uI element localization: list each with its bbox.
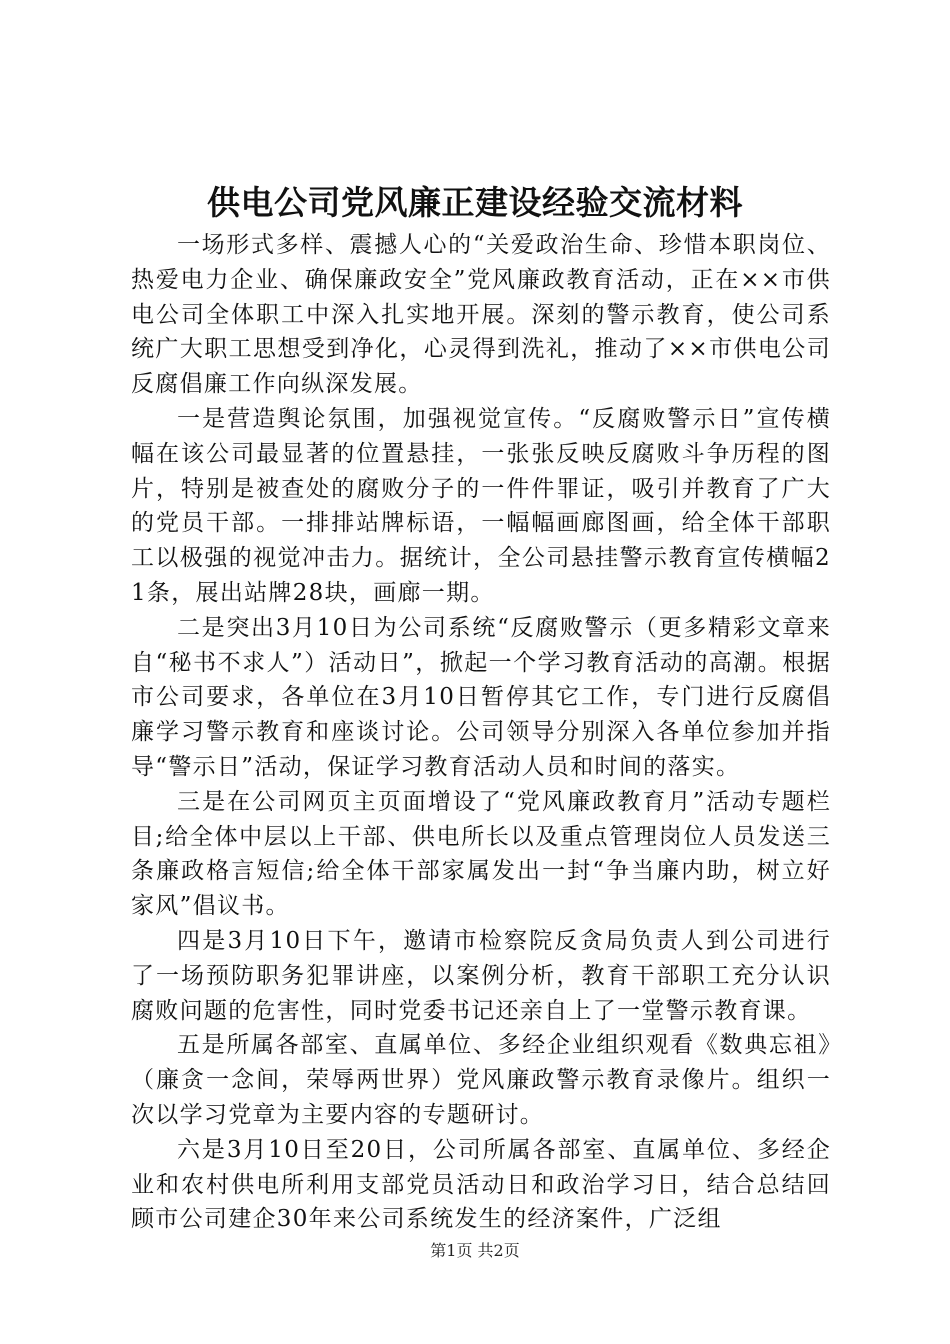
paragraph-point-3: 三是在公司网页主页面增设了“党风廉政教育月”活动专题栏目;给全体中层以上干部、供电所长以及重点管理岗位人员发送三条廉政格言短信;给全体干部家属发出一封“争当廉内助，树立好家风”倡议书。 bbox=[131, 788, 831, 920]
paragraph-point-4: 四是3月10日下午，邀请市检察院反贪局负责人到公司进行了一场预防职务犯罪讲座，以案例分析，教育干部职工充分认识腐败问题的危害性，同时党委书记还亲自上了一堂警示教育课。 bbox=[131, 927, 831, 1024]
paragraph-point-2: 二是突出3月10日为公司系统“反腐败警示（更多精彩文章来自“秘书不求人”）活动日”，掀起一个学习教育活动的高潮。根据市公司要求，各单位在3月10日暂停其它工作，专门进行反腐倡廉学习警示教育和座谈讨论。公司领导分别深入各单位参加并指导“警示日”活动，保证学习教育活动人员和时间的落实。 bbox=[131, 614, 831, 780]
paragraph-point-6: 六是3月10日至20日，公司所属各部室、直属单位、多经企业和农村供电所利用支部党员活动日和政治学习日，结合总结回顾市公司建企30年来公司系统发生的经济案件，广泛组 bbox=[131, 1136, 831, 1233]
document-title: 供电公司党风廉正建设经验交流材料 bbox=[207, 183, 743, 222]
paragraph-point-1: 一是营造舆论氛围，加强视觉宣传。“反腐败警示日”宣传横幅在该公司最显著的位置悬挂，一张张反映反腐败斗争历程的图片，特别是被查处的腐败分子的一件件罪证，吸引并教育了广大的党员干部。一排排站牌标语，一幅幅画廊图画，给全体干部职工以极强的视觉冲击力。据统计，全公司悬挂警示教育宣传横幅21条，展出站牌28块，画廊一期。 bbox=[131, 405, 831, 606]
paragraph-point-5: 五是所属各部室、直属单位、多经企业组织观看《数典忘祖》（廉贪一念间，荣辱两世界）党风廉政警示教育录像片。组织一次以学习党章为主要内容的专题研讨。 bbox=[131, 1032, 831, 1128]
document-body bbox=[131, 228, 831, 1237]
paragraph-intro: 一场形式多样、震撼人心的“关爱政治生命、珍惜本职岗位、热爱电力企业、确保廉政安全”党风廉政教育活动，正在××市供电公司全体职工中深入扎实地开展。深刻的警示教育，使公司系统广大职工思想受到净化，心灵得到洗礼，推动了××市供电公司反腐倡廉工作向纵深发展。 bbox=[131, 232, 831, 398]
page-number-footer: 第1页 共2页 bbox=[430, 1241, 520, 1260]
